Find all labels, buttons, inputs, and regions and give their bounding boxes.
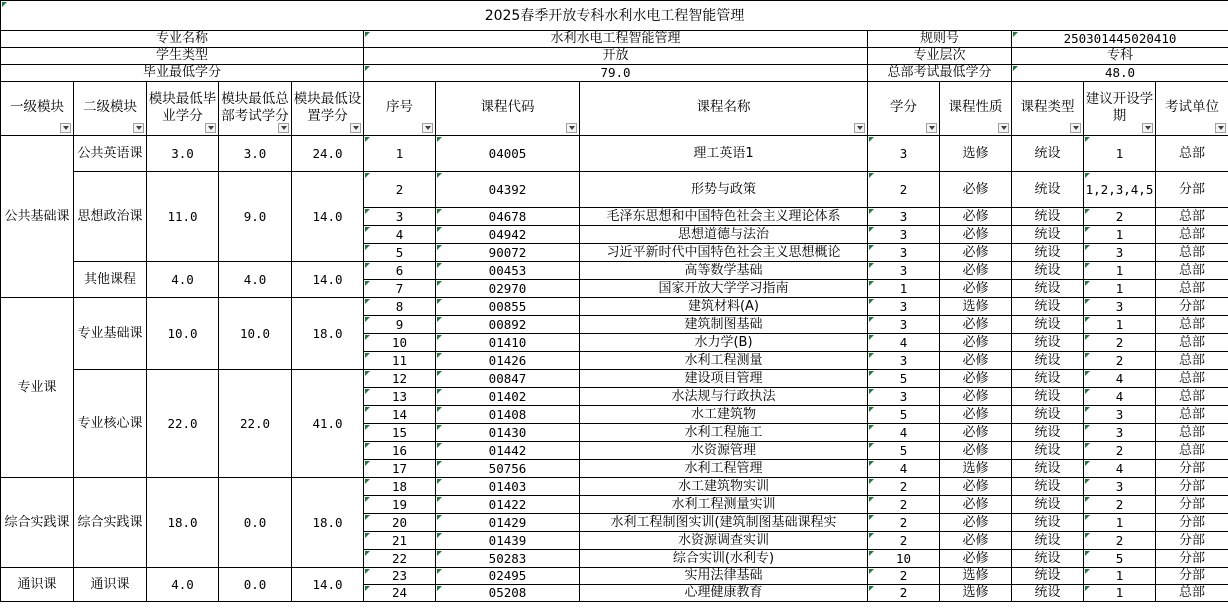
table-row [1,568,1228,585]
table-row [1,298,1228,316]
student-type-value[interactable]: 开放 [364,48,868,65]
course-unit-cell[interactable]: 分部 [1156,496,1228,514]
filter-dropdown-icon[interactable] [133,123,144,133]
header-cell[interactable] [364,82,436,136]
course-term-cell[interactable]: 2 [1084,334,1156,352]
course-no-cell[interactable]: 16 [364,442,436,460]
course-term-cell[interactable]: 2 [1084,442,1156,460]
header-label: 课程类型 [1020,99,1075,115]
course-unit-cell[interactable]: 总部 [1156,585,1228,602]
level1-module-cell[interactable]: 综合实践课 [1,478,74,568]
course-nature-cell[interactable]: 选修 [940,460,1012,478]
module-min-set-credit[interactable]: 18.0 [292,478,364,568]
filter-dropdown-icon[interactable] [998,123,1009,133]
course-name-cell[interactable]: 水资源管理 [580,442,868,460]
course-code-cell[interactable]: 04942 [436,226,580,244]
course-term-cell[interactable]: 2 [1084,532,1156,550]
course-type-cell[interactable]: 统设 [1012,460,1084,478]
module-min-grad-credit[interactable]: 22.0 [147,370,219,478]
header-cell[interactable] [868,82,940,136]
table-row [1,370,1228,388]
course-nature-cell[interactable]: 必修 [940,262,1012,280]
course-no-cell[interactable]: 24 [364,585,436,602]
header-label: 课程代码 [480,99,535,115]
course-name-cell[interactable]: 思想道德与法治 [580,226,868,244]
filter-dropdown-icon[interactable] [422,123,433,133]
major-value[interactable]: 水利水电工程智能管理 [364,31,868,48]
course-credit-cell[interactable]: 3 [868,352,940,370]
course-unit-cell[interactable]: 分部 [1156,460,1228,478]
course-no-cell[interactable]: 21 [364,532,436,550]
course-term-cell[interactable]: 4 [1084,388,1156,406]
course-nature-cell[interactable]: 选修 [940,298,1012,316]
course-term-cell[interactable]: 3 [1084,298,1156,316]
course-code-cell[interactable]: 01402 [436,388,580,406]
course-name-cell[interactable]: 水利工程测量 [580,352,868,370]
course-no-cell[interactable]: 11 [364,352,436,370]
header-cell[interactable] [1156,82,1228,136]
course-unit-cell[interactable]: 分部 [1156,298,1228,316]
course-type-cell[interactable]: 统设 [1012,226,1084,244]
course-type-cell[interactable]: 统设 [1012,352,1084,370]
level2-module-cell[interactable]: 通识课 [74,568,147,602]
course-no-cell[interactable]: 13 [364,388,436,406]
header-label: 序号 [386,99,413,115]
course-type-cell[interactable]: 统设 [1012,514,1084,532]
level2-module-cell[interactable]: 其他课程 [74,262,147,298]
course-credit-cell[interactable]: 2 [868,514,940,532]
course-credit-cell[interactable]: 5 [868,406,940,424]
course-no-cell[interactable]: 8 [364,298,436,316]
course-credit-cell[interactable]: 2 [868,568,940,585]
header-cell[interactable] [580,82,868,136]
course-code-cell[interactable]: 90072 [436,244,580,262]
table-row [1,136,1228,172]
course-term-cell[interactable]: 5 [1084,550,1156,568]
table-row [1,172,1228,208]
course-no-cell[interactable]: 2 [364,172,436,208]
module-min-hq-credit[interactable]: 4.0 [219,262,292,298]
course-term-cell[interactable]: 1 [1084,585,1156,602]
header-cell[interactable] [436,82,580,136]
course-code-cell[interactable]: 04678 [436,208,580,226]
course-code-cell[interactable]: 01422 [436,496,580,514]
header-cell[interactable] [74,82,147,136]
course-code-cell[interactable]: 01410 [436,334,580,352]
course-term-cell[interactable]: 3 [1084,424,1156,442]
course-unit-cell[interactable]: 总部 [1156,226,1228,244]
course-unit-cell[interactable]: 总部 [1156,442,1228,460]
course-term-cell[interactable]: 1 [1084,136,1156,172]
course-credit-cell[interactable]: 3 [868,244,940,262]
level2-module-cell[interactable]: 综合实践课 [74,478,147,568]
course-credit-cell[interactable]: 5 [868,370,940,388]
course-name-cell[interactable]: 综合实训(水利专) [580,550,868,568]
course-code-cell[interactable]: 01442 [436,442,580,460]
course-no-cell[interactable]: 12 [364,370,436,388]
course-credit-cell[interactable]: 4 [868,460,940,478]
course-nature-cell[interactable]: 必修 [940,244,1012,262]
level2-module-cell[interactable]: 思想政治课 [74,172,147,262]
course-type-cell[interactable]: 统设 [1012,208,1084,226]
course-term-cell[interactable]: 1 [1084,226,1156,244]
course-unit-cell[interactable]: 分部 [1156,478,1228,496]
course-term-cell[interactable]: 1 [1084,514,1156,532]
header-cell[interactable] [1084,82,1156,136]
course-nature-cell[interactable]: 必修 [940,478,1012,496]
course-term-cell[interactable]: 1 [1084,262,1156,280]
module-min-hq-credit[interactable]: 0.0 [219,478,292,568]
course-unit-cell[interactable]: 总部 [1156,388,1228,406]
module-min-hq-credit[interactable]: 9.0 [219,172,292,262]
course-code-cell[interactable]: 01439 [436,532,580,550]
course-credit-cell[interactable]: 2 [868,496,940,514]
course-type-cell[interactable]: 统设 [1012,406,1084,424]
course-term-cell[interactable]: 1 [1084,316,1156,334]
course-credit-cell[interactable]: 3 [868,262,940,280]
course-name-cell[interactable]: 建设项目管理 [580,370,868,388]
header-label: 一级模块 [10,99,64,115]
filter-dropdown-icon[interactable] [1215,123,1226,133]
course-term-cell[interactable]: 3 [1084,244,1156,262]
course-credit-cell[interactable]: 2 [868,532,940,550]
course-code-cell[interactable]: 04005 [436,136,580,172]
sheet-title[interactable]: 2025春季开放专科水利水电工程智能管理 [1,1,1228,31]
filter-dropdown-icon[interactable] [566,123,577,133]
header-label: 考试单位 [1165,99,1220,115]
hq-min-credit-value[interactable]: 48.0 [1012,65,1228,82]
rule-label[interactable]: 规则号 [868,31,1012,48]
course-code-cell[interactable]: 01408 [436,406,580,424]
student-type-label[interactable]: 学生类型 [1,48,364,65]
level-label[interactable]: 专业层次 [868,48,1012,65]
course-term-cell[interactable]: 3 [1084,478,1156,496]
course-unit-cell[interactable]: 总部 [1156,280,1228,298]
course-credit-cell[interactable]: 2 [868,478,940,496]
course-name-cell[interactable]: 实用法律基础 [580,568,868,585]
course-code-cell[interactable]: 02970 [436,280,580,298]
header-label: 模块最低总部考试学分 [221,90,289,124]
course-no-cell[interactable]: 4 [364,226,436,244]
course-no-cell[interactable]: 14 [364,406,436,424]
course-term-cell[interactable]: 4 [1084,370,1156,388]
course-code-cell[interactable]: 00855 [436,298,580,316]
level1-module-cell[interactable]: 专业课 [1,298,74,478]
course-unit-cell[interactable]: 分部 [1156,172,1228,208]
course-unit-cell[interactable]: 总部 [1156,352,1228,370]
course-unit-cell[interactable]: 分部 [1156,532,1228,550]
course-code-cell[interactable]: 01429 [436,514,580,532]
course-nature-cell[interactable]: 必修 [940,208,1012,226]
course-credit-cell[interactable]: 3 [868,298,940,316]
course-term-cell[interactable]: 1 [1084,280,1156,298]
module-min-set-credit[interactable]: 14.0 [292,172,364,262]
rule-value[interactable]: 250301445020410 [1012,31,1228,48]
course-nature-cell[interactable]: 必修 [940,226,1012,244]
course-term-cell[interactable]: 2 [1084,352,1156,370]
module-min-hq-credit[interactable]: 3.0 [219,136,292,172]
module-min-grad-credit[interactable]: 3.0 [147,136,219,172]
course-unit-cell[interactable]: 分部 [1156,514,1228,532]
course-name-cell[interactable]: 水利工程制图实训(建筑制图基础课程实 [580,514,868,532]
course-type-cell[interactable]: 统设 [1012,496,1084,514]
course-name-cell[interactable]: 水力学(B) [580,334,868,352]
course-unit-cell[interactable]: 总部 [1156,424,1228,442]
level2-module-cell[interactable]: 专业基础课 [74,298,147,370]
module-min-set-credit[interactable]: 41.0 [292,370,364,478]
module-min-grad-credit[interactable]: 11.0 [147,172,219,262]
course-no-cell[interactable]: 20 [364,514,436,532]
course-type-cell[interactable]: 统设 [1012,388,1084,406]
header-cell[interactable] [1,82,74,136]
course-name-cell[interactable]: 水法规与行政执法 [580,388,868,406]
course-name-cell[interactable]: 形势与政策 [580,172,868,208]
header-label: 模块最低毕业学分 [148,90,217,124]
course-type-cell[interactable]: 统设 [1012,172,1084,208]
module-min-set-credit[interactable]: 24.0 [292,136,364,172]
course-name-cell[interactable]: 国家开放大学学习指南 [580,280,868,298]
hq-min-credit-label[interactable]: 总部考试最低学分 [868,65,1012,82]
course-nature-cell[interactable]: 必修 [940,280,1012,298]
course-credit-cell[interactable]: 4 [868,424,940,442]
course-code-cell[interactable]: 50283 [436,550,580,568]
header-label: 二级模块 [83,99,137,115]
course-nature-cell[interactable]: 必修 [940,496,1012,514]
course-code-cell[interactable]: 01430 [436,424,580,442]
course-nature-cell[interactable]: 选修 [940,568,1012,585]
course-credit-cell[interactable]: 3 [868,316,940,334]
course-name-cell[interactable]: 心理健康教育 [580,585,868,602]
course-unit-cell[interactable]: 分部 [1156,568,1228,585]
level2-module-cell[interactable]: 公共英语课 [74,136,147,172]
course-nature-cell[interactable]: 必修 [940,424,1012,442]
course-nature-cell[interactable]: 必修 [940,334,1012,352]
course-no-cell[interactable]: 1 [364,136,436,172]
module-min-set-credit[interactable]: 14.0 [292,262,364,298]
course-type-cell[interactable]: 统设 [1012,262,1084,280]
filter-dropdown-icon[interactable] [60,123,71,133]
course-code-cell[interactable]: 02495 [436,568,580,585]
course-unit-cell[interactable]: 总部 [1156,208,1228,226]
course-name-cell[interactable]: 水工建筑物实训 [580,478,868,496]
course-term-cell[interactable]: 3 [1084,406,1156,424]
course-no-cell[interactable]: 15 [364,424,436,442]
course-no-cell[interactable]: 10 [364,334,436,352]
course-type-cell[interactable]: 统设 [1012,568,1084,585]
course-credit-cell[interactable]: 4 [868,334,940,352]
course-nature-cell[interactable]: 必修 [940,316,1012,334]
module-min-grad-credit[interactable]: 4.0 [147,568,219,602]
course-nature-cell[interactable]: 必修 [940,388,1012,406]
module-min-grad-credit[interactable]: 10.0 [147,298,219,370]
course-type-cell[interactable]: 统设 [1012,316,1084,334]
filter-dropdown-icon[interactable] [205,123,216,133]
course-name-cell[interactable]: 水利工程测量实训 [580,496,868,514]
course-type-cell[interactable]: 统设 [1012,478,1084,496]
course-name-cell[interactable]: 水工建筑物 [580,406,868,424]
course-body [1,136,1228,602]
course-no-cell[interactable]: 3 [364,208,436,226]
course-no-cell[interactable]: 6 [364,262,436,280]
course-no-cell[interactable]: 5 [364,244,436,262]
course-no-cell[interactable]: 18 [364,478,436,496]
course-type-cell[interactable]: 统设 [1012,370,1084,388]
course-type-cell[interactable]: 统设 [1012,136,1084,172]
course-no-cell[interactable]: 7 [364,280,436,298]
course-unit-cell[interactable]: 总部 [1156,370,1228,388]
course-nature-cell[interactable]: 必修 [940,442,1012,460]
course-nature-cell[interactable]: 必修 [940,172,1012,208]
course-code-cell[interactable]: 05208 [436,585,580,602]
module-min-hq-credit[interactable]: 0.0 [219,568,292,602]
course-nature-cell[interactable]: 必修 [940,532,1012,550]
course-credit-cell[interactable]: 3 [868,388,940,406]
course-code-cell[interactable]: 01403 [436,478,580,496]
course-term-cell[interactable]: 2 [1084,496,1156,514]
course-no-cell[interactable]: 19 [364,496,436,514]
filter-dropdown-icon[interactable] [926,123,937,133]
course-nature-cell[interactable]: 选修 [940,136,1012,172]
course-name-cell[interactable]: 水利工程管理 [580,460,868,478]
level2-module-cell[interactable]: 专业核心课 [74,370,147,478]
course-name-cell[interactable]: 建筑材料(A) [580,298,868,316]
header-label: 学分 [890,99,917,115]
course-nature-cell[interactable]: 必修 [940,514,1012,532]
filter-dropdown-icon[interactable] [350,123,361,133]
course-term-cell[interactable]: 2 [1084,208,1156,226]
filter-dropdown-icon[interactable] [1142,123,1153,133]
course-credit-cell[interactable]: 3 [868,226,940,244]
course-code-cell[interactable]: 50756 [436,460,580,478]
course-name-cell[interactable]: 建筑制图基础 [580,316,868,334]
course-credit-cell[interactable]: 3 [868,208,940,226]
course-term-cell[interactable]: 4 [1084,460,1156,478]
course-name-cell[interactable]: 水资源调查实训 [580,532,868,550]
course-name-cell[interactable]: 水利工程施工 [580,424,868,442]
header-cell[interactable] [219,82,292,136]
course-code-cell[interactable]: 04392 [436,172,580,208]
level1-module-cell[interactable]: 公共基础课 [1,136,74,298]
course-unit-cell[interactable]: 分部 [1156,550,1228,568]
course-name-cell[interactable]: 理工英语1 [580,136,868,172]
module-min-grad-credit[interactable]: 4.0 [147,262,219,298]
course-type-cell[interactable]: 统设 [1012,532,1084,550]
header-label: 模块最低设置学分 [293,90,362,124]
module-min-grad-credit[interactable]: 18.0 [147,478,219,568]
course-type-cell[interactable]: 统设 [1012,424,1084,442]
module-min-hq-credit[interactable]: 10.0 [219,298,292,370]
header-cell[interactable] [1012,82,1084,136]
course-type-cell[interactable]: 统设 [1012,298,1084,316]
course-term-cell[interactable]: 1,2,3,4,5 [1084,172,1156,208]
min-credit-value[interactable]: 79.0 [364,65,868,82]
course-term-cell[interactable]: 1 [1084,568,1156,585]
course-credit-cell[interactable]: 3 [868,136,940,172]
header-cell[interactable] [940,82,1012,136]
course-nature-cell[interactable]: 必修 [940,370,1012,388]
course-code-cell[interactable]: 00453 [436,262,580,280]
header-cell[interactable] [292,82,364,136]
course-no-cell[interactable]: 9 [364,316,436,334]
course-name-cell[interactable]: 毛泽东思想和中国特色社会主义理论体系 [580,208,868,226]
level-value[interactable]: 专科 [1012,48,1228,65]
module-min-set-credit[interactable]: 14.0 [292,568,364,602]
course-no-cell[interactable]: 22 [364,550,436,568]
course-type-cell[interactable]: 统设 [1012,442,1084,460]
course-type-cell[interactable]: 统设 [1012,244,1084,262]
course-no-cell[interactable]: 17 [364,460,436,478]
course-unit-cell[interactable]: 总部 [1156,316,1228,334]
course-name-cell[interactable]: 习近平新时代中国特色社会主义思想概论 [580,244,868,262]
course-credit-cell[interactable]: 1 [868,280,940,298]
header-label: 课程名称 [696,99,751,115]
level1-module-cell[interactable]: 通识课 [1,568,74,602]
course-code-cell[interactable]: 00847 [436,370,580,388]
course-unit-cell[interactable]: 总部 [1156,244,1228,262]
min-credit-label[interactable]: 毕业最低学分 [1,65,364,82]
course-type-cell[interactable]: 统设 [1012,334,1084,352]
course-credit-cell[interactable]: 5 [868,442,940,460]
course-unit-cell[interactable]: 总部 [1156,136,1228,172]
header-row [1,82,1228,136]
course-unit-cell[interactable]: 总部 [1156,262,1228,280]
course-nature-cell[interactable]: 选修 [940,585,1012,602]
table-row [1,262,1228,280]
course-type-cell[interactable]: 统设 [1012,550,1084,568]
course-nature-cell[interactable]: 必修 [940,406,1012,424]
header-label: 建议开设学期 [1085,90,1154,124]
course-credit-cell[interactable]: 2 [868,585,940,602]
module-min-hq-credit[interactable]: 22.0 [219,370,292,478]
header-cell[interactable] [147,82,219,136]
header-label: 课程性质 [948,99,1003,115]
course-type-cell[interactable]: 统设 [1012,280,1084,298]
course-credit-cell[interactable]: 10 [868,550,940,568]
filter-dropdown-icon[interactable] [854,123,865,133]
course-type-cell[interactable]: 统设 [1012,585,1084,602]
course-unit-cell[interactable]: 总部 [1156,334,1228,352]
course-credit-cell[interactable]: 2 [868,172,940,208]
filter-dropdown-icon[interactable] [278,123,289,133]
filter-dropdown-icon[interactable] [1070,123,1081,133]
course-nature-cell[interactable]: 必修 [940,550,1012,568]
course-unit-cell[interactable]: 总部 [1156,406,1228,424]
table-row [1,478,1228,496]
course-no-cell[interactable]: 23 [364,568,436,585]
module-min-set-credit[interactable]: 18.0 [292,298,364,370]
course-code-cell[interactable]: 01426 [436,352,580,370]
course-nature-cell[interactable]: 必修 [940,352,1012,370]
major-label[interactable]: 专业名称 [1,31,364,48]
course-name-cell[interactable]: 高等数学基础 [580,262,868,280]
course-code-cell[interactable]: 00892 [436,316,580,334]
